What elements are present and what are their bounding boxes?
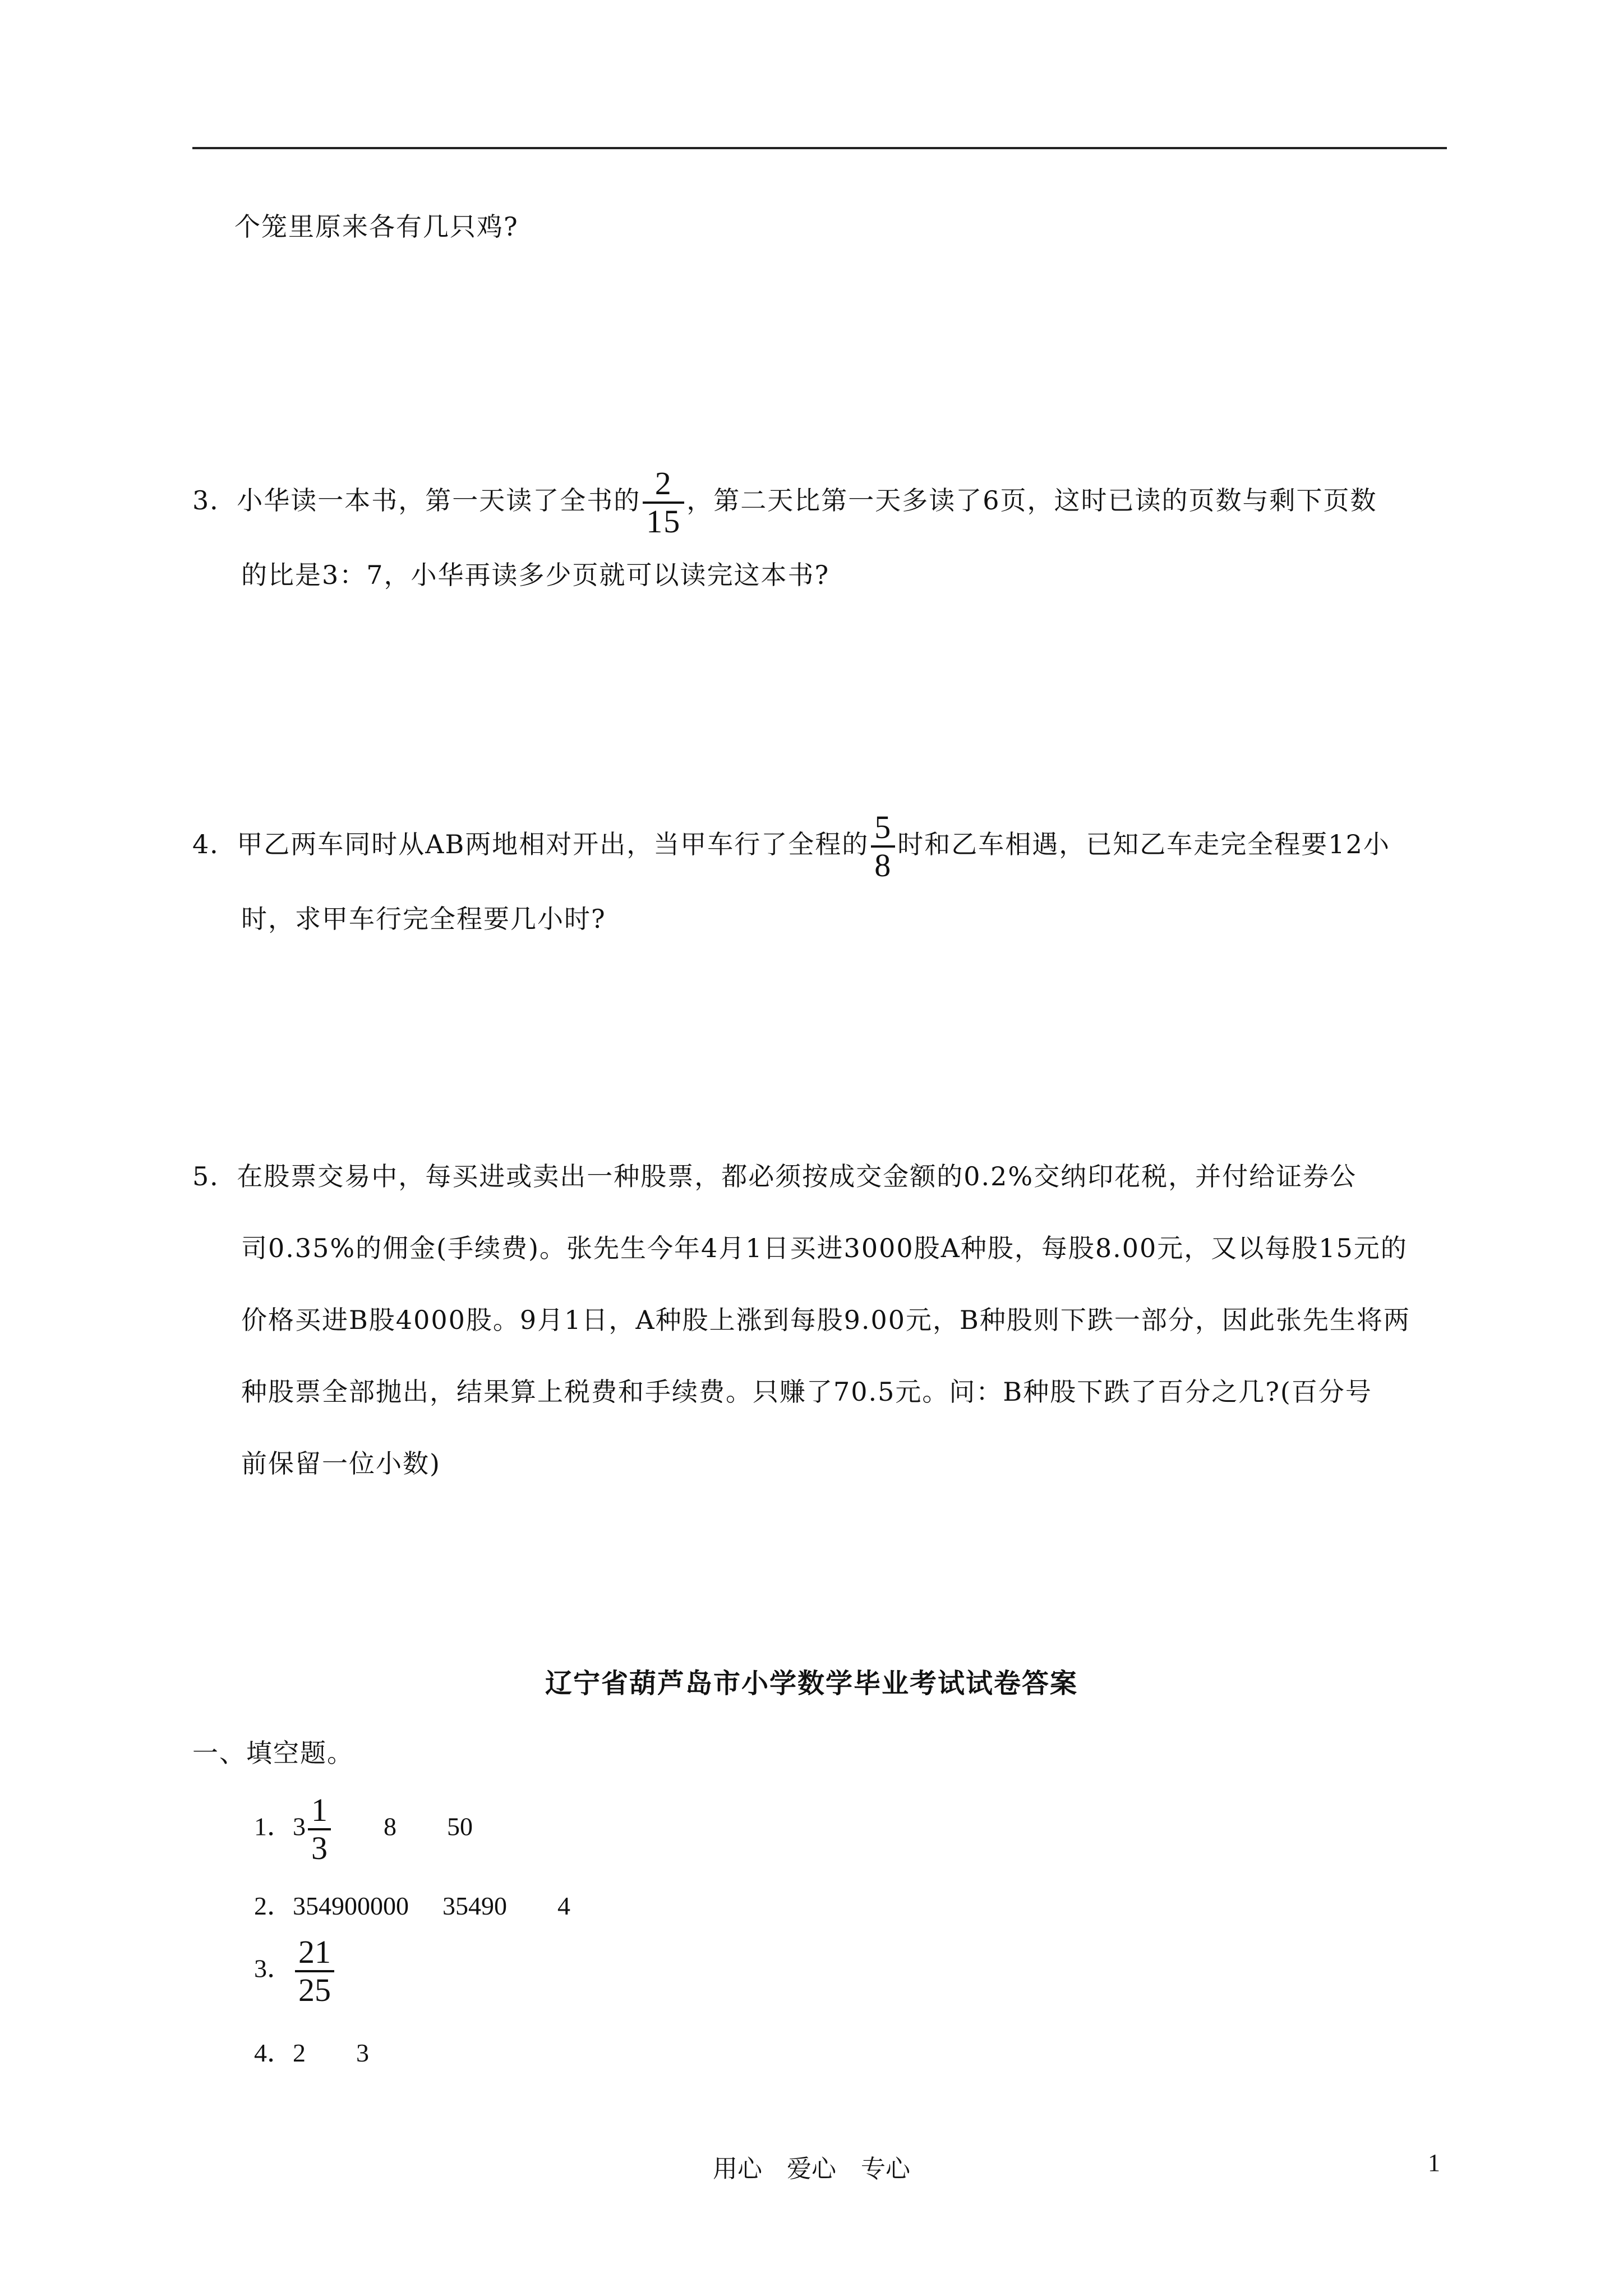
question-3-suffix: ，第二天比第一天多读了6页，这时已读的页数与剩下页数 [686, 485, 1377, 516]
answer-3 [254, 1934, 336, 2008]
fraction-denominator: 15 [646, 503, 681, 540]
answer-1-value-3: 50 [447, 1812, 473, 1841]
question-4-prefix: 4．甲乙两车同时从AB两地相对开出，当甲车行了全程的 [192, 829, 869, 859]
question-5-line-5: 前保留一位小数) [241, 1448, 441, 1479]
answer-1 [254, 1792, 473, 1866]
question-4-line-1 [192, 809, 1390, 884]
answer-1-whole: 3 [293, 1812, 306, 1841]
question-5-line-1: 5．在股票交易中，每买进或卖出一种股票，都必须按成交金额的0.2%交纳印花税，并付给证券公 [192, 1161, 1357, 1191]
footer-word-3: 专心 [861, 2155, 910, 2183]
page-number: 1 [1428, 2149, 1440, 2177]
answer-2 [254, 1889, 570, 1923]
question-4-line-2: 时，求甲车行完全程要几小时? [241, 904, 606, 934]
fraction-denominator: 3 [311, 1830, 328, 1866]
question-2-tail: 个笼里原来各有几只鸡? [234, 211, 519, 242]
question-4-suffix: 时和乙车相遇，已知乙车走完全程要12小 [897, 829, 1390, 859]
fraction-21-25 [295, 1934, 334, 2008]
page-footer [0, 2148, 1623, 2184]
footer-word-1: 用心 [713, 2155, 762, 2183]
answer-2-value-2: 35490 [442, 1892, 507, 1920]
answer-2-value-3: 4 [557, 1892, 570, 1920]
question-5-line-2: 司0.35%的佣金(手续费)。张先生今年4月1日买进3000股A种股，每股8.00元，又以每股15元的 [241, 1233, 1408, 1263]
fraction-1-3 [308, 1792, 331, 1866]
question-3-prefix: 3．小华读一本书，第一天读了全书的 [192, 485, 641, 516]
fraction-numerator: 21 [295, 1934, 334, 1972]
answer-1-value-2: 8 [384, 1812, 396, 1841]
answer-2-label: 2． [254, 1892, 293, 1920]
question-5-line-3: 价格买进B股4000股。9月1日，A种股上涨到每股9.00元，B种股则下跌一部分，因此张先生将两 [241, 1305, 1410, 1335]
question-5-line-4: 种股票全部抛出，结果算上税费和手续费。只赚了70.5元。问：B种股下跌了百分之几?(百分号 [241, 1377, 1372, 1407]
fraction-numerator: 1 [308, 1792, 331, 1830]
footer-word-2: 爱心 [787, 2155, 836, 2183]
answer-2-value-1: 354900000 [293, 1892, 409, 1920]
answer-4-label: 4． [254, 2039, 293, 2067]
question-3-line-2: 的比是3：7，小华再读多少页就可以读完这本书? [241, 560, 830, 590]
question-3-line-1 [192, 466, 1377, 540]
answer-title: 辽宁省葫芦岛市小学数学毕业考试试卷答案 [545, 1668, 1078, 1699]
fraction-numerator: 5 [871, 809, 895, 848]
fraction-numerator: 2 [643, 466, 684, 504]
fraction-5-8 [871, 809, 895, 884]
answer-4-value-1: 2 [293, 2039, 306, 2067]
answer-1-label: 1． [254, 1812, 293, 1841]
fraction-denominator: 25 [298, 1972, 331, 2008]
answer-3-label: 3． [254, 1954, 293, 1983]
fraction-2-15 [643, 466, 684, 540]
fraction-denominator: 8 [874, 847, 892, 884]
section-1-heading: 一、填空题。 [192, 1738, 354, 1768]
answer-4-value-2: 3 [356, 2039, 369, 2067]
header-rule [192, 147, 1447, 149]
answer-4 [254, 2036, 369, 2070]
